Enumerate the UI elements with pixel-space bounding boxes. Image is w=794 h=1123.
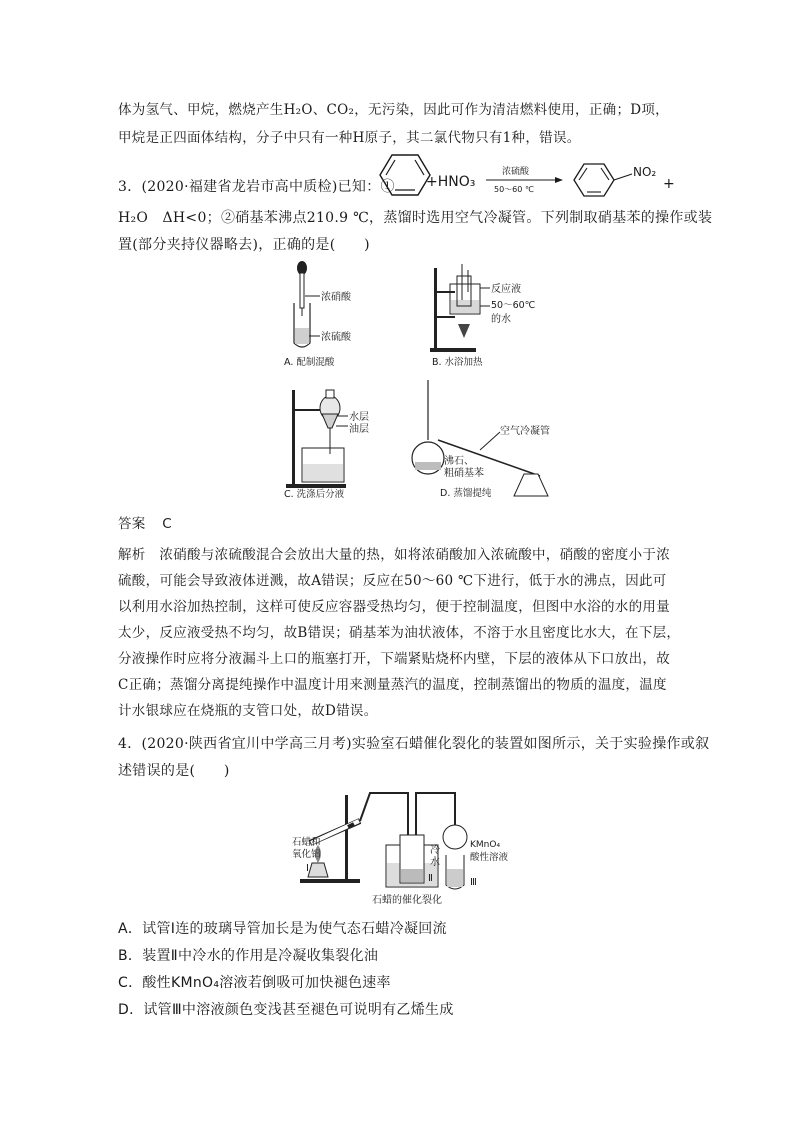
- figure-b: [430, 262, 550, 370]
- text-line: H₂O ΔH<0；②硝基苯沸点210.9 ℃，蒸馏时选用空气冷凝管。下列制取硝基苯的操作或装: [118, 210, 713, 226]
- reactant-hno3: +HNO₃: [426, 174, 476, 190]
- answer-label: 答案: [118, 516, 146, 532]
- label-water-temp: 50～60℃: [491, 300, 536, 311]
- question-3-stem: 3．(2020·福建省龙岩市高中质检)已知：①: [118, 179, 395, 195]
- caption-cracking: 石蜡的催化裂化: [372, 895, 442, 906]
- label-paraffin: 石蜡和: [292, 837, 321, 848]
- figure-a: [282, 258, 392, 370]
- label-cold: 冷: [430, 845, 440, 856]
- label-conc-sulfuric: 浓硫酸: [321, 332, 351, 343]
- label-alumina: 氧化铝: [292, 849, 321, 860]
- nitro-group: NO₂: [633, 165, 657, 179]
- benzene-icon: [380, 155, 430, 195]
- analysis-line: 太少，反应液受热不均匀，故B错误；硝基苯为油状液体，不溶于水且密度比水大，在下层，: [118, 625, 681, 641]
- caption-c: C. 洗涤后分液: [284, 489, 345, 500]
- caption-d: D. 蒸馏提纯: [440, 488, 492, 499]
- condition-catalyst: 浓硫酸: [502, 167, 530, 177]
- option-a: A．试管Ⅰ连的玻璃导管加长是为使气态石蜡冷凝回流: [118, 921, 447, 937]
- text-line: 置(部分夹持仪器略去)，正确的是( ): [118, 237, 370, 253]
- label-air-condenser: 空气冷凝管: [500, 426, 550, 437]
- text-line: 甲烷是正四面体结构，分子中只有一种H原子，其二氯代物只有1种，错误。: [118, 130, 581, 146]
- label-tube-iii: Ⅲ: [470, 877, 477, 888]
- plus-sign: +: [663, 176, 675, 192]
- label-boiling-chips: 沸石、: [444, 456, 474, 467]
- label-acidic-solution: 酸性溶液: [470, 852, 509, 863]
- answer-value: C: [162, 516, 172, 532]
- label-water: 的水: [491, 314, 511, 325]
- question-3-header: [118, 176, 395, 196]
- analysis-line: 以利用水浴加热控制，这样可使反应容器受热均匀，便于控制温度，但图中水浴的水的用量: [118, 599, 670, 615]
- analysis-line: 分液操作时应将分液漏斗上口的瓶塞打开，下端紧贴烧杯内壁，下层的液体从下口放出，故: [118, 651, 670, 667]
- option-c: C．酸性KMnO₄溶液若倒吸可加快褪色速率: [118, 975, 391, 991]
- figure-d: [400, 378, 560, 502]
- condition-temperature: 50～60 ℃: [494, 185, 534, 194]
- analysis-line: 硫酸，可能会导致液体迸溅，故A错误；反应在50～60 ℃下进行，低于水的沸点，因此可: [118, 573, 667, 589]
- figure-cracking-apparatus: [290, 785, 510, 907]
- label-tube-ii: Ⅱ: [428, 873, 433, 884]
- nitrobenzene-icon: [574, 164, 632, 196]
- caption-a: A. 配制混酸: [284, 357, 335, 368]
- label-water: 水: [430, 857, 440, 868]
- label-crude-nitrobenzene: 粗硝基苯: [444, 468, 484, 479]
- reaction-equation: [360, 150, 690, 200]
- label-water-layer: 水层: [349, 412, 369, 423]
- question-4-stem: 4．(2020·陕西省宜川中学高三月考)实验室石蜡催化裂化的装置如图所示，关于实验操作或叙: [118, 736, 710, 752]
- option-b: B．装置Ⅱ中冷水的作用是冷凝收集裂化油: [118, 948, 379, 964]
- option-d: D．试管Ⅲ中溶液颜色变浅甚至褪色可说明有乙烯生成: [118, 1002, 454, 1018]
- label-oil-layer: 油层: [349, 424, 369, 435]
- caption-b: B. 水浴加热: [432, 357, 483, 368]
- label-kmno4: KMnO₄: [470, 840, 501, 850]
- question-4-stem-cont: 述错误的是( ): [118, 763, 230, 779]
- analysis-line: C正确；蒸馏分离提纯操作中温度计用来测量蒸汽的温度，控制蒸馏出的物质的温度，温度: [118, 677, 667, 693]
- analysis-line: 计水银球应在烧瓶的支管口处，故D错误。: [118, 703, 378, 719]
- label-conc-nitric: 浓硝酸: [321, 292, 351, 303]
- label-tube-i: Ⅰ: [306, 863, 309, 874]
- analysis-line: 解析 浓硝酸与浓硫酸混合会放出大量的热，如将浓硝酸加入浓硫酸中，硝酸的密度小于浓: [118, 547, 670, 563]
- label-reaction-liquid: 反应液: [491, 284, 521, 295]
- answer-line: [118, 512, 172, 532]
- figure-c: [282, 380, 382, 502]
- text-line: 体为氢气、甲烷，燃烧产生H₂O、CO₂，无污染，因此可作为清洁燃料使用，正确；D项，: [118, 102, 669, 118]
